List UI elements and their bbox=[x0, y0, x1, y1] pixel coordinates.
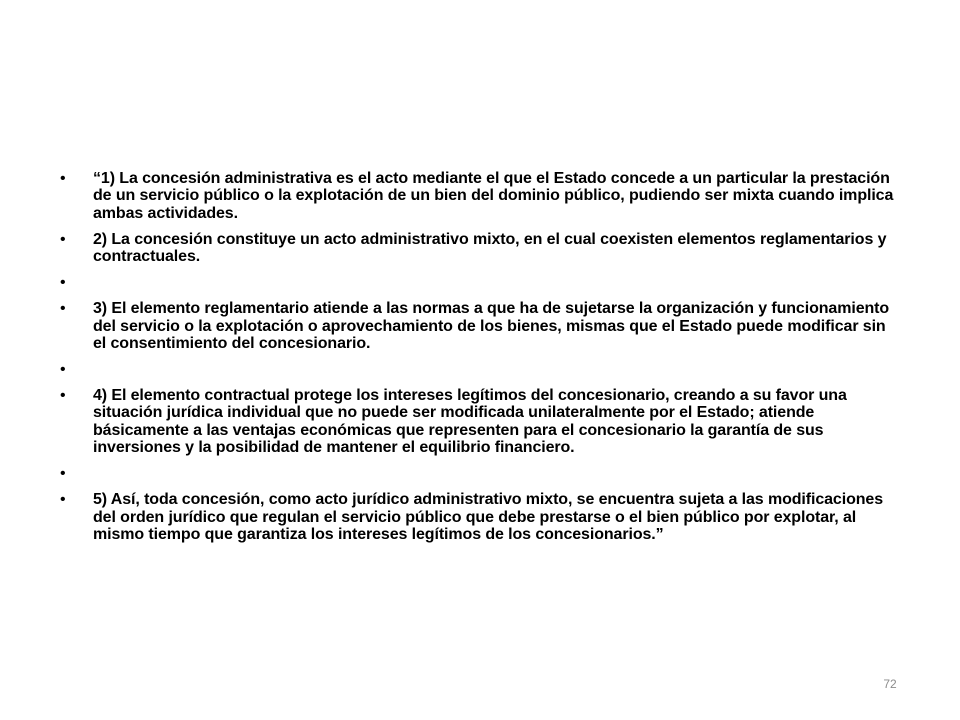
list-item-text: 3) El elemento reglamentario atiende a las normas a que ha de sujetarse la organización y funcionamiento del servicio o la explotación o aprovechamiento de los bienes, mismas que el Estado puede modificar sin el consentimiento del concesionario. bbox=[93, 300, 890, 353]
bullet-list bbox=[60, 170, 902, 552]
list-item bbox=[60, 387, 902, 457]
list-item bbox=[60, 170, 902, 222]
list-item-text: 4) El elemento contractual protege los intereses legítimos del concesionario, creando a su favor una situación jurídica individual que no puede ser modificada unilateralmente por el Estado; atiende básicamente a las ventajas económicas que representen para el concesionario la garantía de sus inversiones y la posibilidad de mantener el equilibrio financiero. bbox=[93, 387, 847, 457]
bullet-icon: • bbox=[60, 465, 66, 483]
list-item-text: 2) La concesión constituye un acto administrativo mixto, en el cual coexisten elementos reglamentarios y contractuales. bbox=[93, 230, 887, 266]
bullet-icon: • bbox=[60, 387, 66, 404]
list-item-text: 5) Así, toda concesión, como acto jurídico administrativo mixto, se encuentra sujeta a las modificaciones del orden jurídico que regulan el servicio público que debe prestarse o el bien público por explotar, al mismo tiempo que garantiza los intereses legítimos de los concesionarios.” bbox=[93, 491, 884, 544]
list-item bbox=[60, 465, 902, 482]
bullet-icon: • bbox=[60, 274, 66, 292]
bullet-icon: • bbox=[60, 491, 66, 509]
list-item bbox=[60, 491, 902, 543]
list-item-text: “1) La concesión administrativa es el acto mediante el que el Estado concede a un particular la prestación de un servicio público o la explotación de un bien del dominio público, pudiendo ser mixta cuando implica ambas actividades. bbox=[93, 170, 894, 222]
bullet-icon: • bbox=[60, 361, 66, 379]
list-item bbox=[60, 274, 902, 291]
page-number: 72 bbox=[883, 677, 897, 691]
list-item bbox=[60, 361, 902, 378]
bullet-icon: • bbox=[60, 230, 66, 248]
bullet-icon: • bbox=[60, 300, 66, 318]
bullet-icon: • bbox=[60, 170, 66, 187]
list-item bbox=[60, 300, 902, 352]
list-item bbox=[60, 231, 902, 266]
